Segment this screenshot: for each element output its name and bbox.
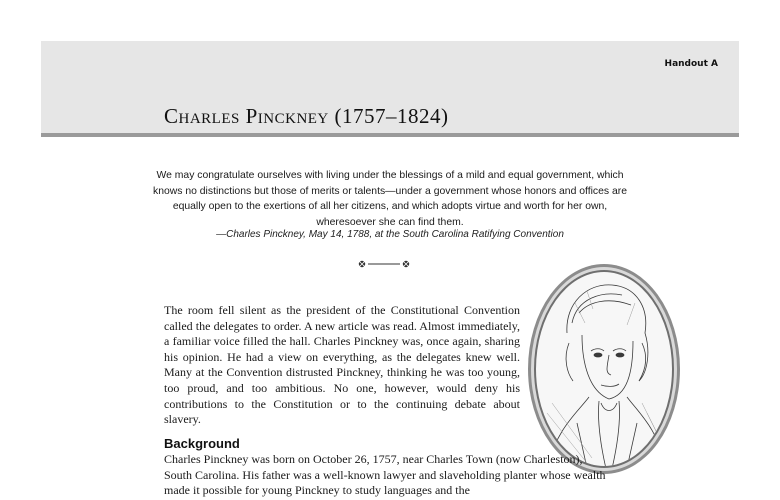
section-heading-background: Background [164,436,240,451]
epigraph-attribution: —Charles Pinckney, May 14, 1788, at the South Carolina Ratifying Convention [216,229,564,240]
handout-label: Handout A [664,59,718,69]
background-paragraph: Charles Pinckney was born on October 26, 1757, near Charles Town (now Charleston), South Carolina. His father was a well-known lawyer and slaveholding planter whose wealth made it possible for young Pinckney to study languages and the [164,452,606,498]
header-rule [41,133,739,137]
page-title: Charles Pinckney (1757–1824) [164,104,449,128]
epigraph-quote: We may congratulate ourselves with living under the blessings of a mild and equal government, which knows no distinctions but those of merits or talents—under a government whose honors and offices are equally open to the exertions of all her citizens, and which adopts virtue and worth for her own, wheresoever she can find them. [153,170,627,228]
portrait-image [527,263,681,475]
intro-paragraph: The room fell silent as the president of the Constitutional Convention called the delegates to order. A new article was read. Almost immediately, a familiar voice filled the hall. Charles Pinckney was, once again, sharing his opinion. He had a view on everything, as the delegates knew well. Many at the Convention distrusted Pinckney, thinking he was too young, too proud, and too ambitious. No one, however, would deny his contributions to the Constitution or to the continuing debate about slavery. [164,303,520,427]
fleuron-divider-icon [356,258,412,270]
